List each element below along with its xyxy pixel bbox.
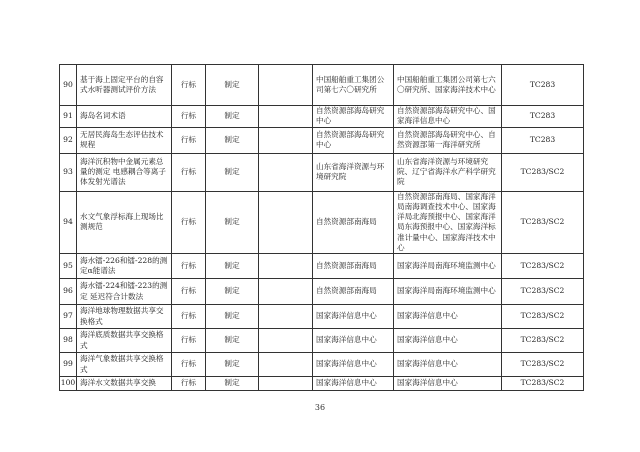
row-number: 96 [60, 279, 77, 305]
drafting-units: 国家海洋信息中心 [394, 305, 502, 329]
empty-cell [259, 153, 313, 191]
row-number: 90 [60, 65, 77, 106]
standard-name: 海洋底质数据共享交换格式 [77, 329, 172, 353]
standard-name: 海洋沉积物中金属元素总量的测定 电感耦合等离子体发射光谱法 [77, 153, 172, 191]
empty-cell [259, 305, 313, 329]
table-row [60, 191, 584, 254]
row-number: 100 [60, 377, 77, 391]
table-row [60, 127, 584, 153]
table-row [60, 353, 584, 377]
drafting-units: 自然资源部南海局、国家海洋局南海调查技术中心、国家海洋局北海预报中心、国家海洋局东海预报中心、国家海洋标准计量中心、国家海洋技术中心 [394, 191, 502, 254]
standard-name: 水文气象浮标海上现场比测规范 [77, 191, 172, 254]
lead-unit: 自然资源部南海局 [313, 254, 394, 279]
empty-cell [259, 254, 313, 279]
technical-committee: TC283/SC2 [502, 329, 584, 353]
empty-cell [259, 106, 313, 128]
standard-type: 行标 [172, 127, 206, 153]
lead-unit: 中国船舶重工集团公司第七六〇研究所 [313, 65, 394, 106]
row-number: 98 [60, 329, 77, 353]
drafting-units: 国家海洋局南海环境监测中心 [394, 254, 502, 279]
row-number: 91 [60, 106, 77, 128]
drafting-units: 自然资源部海岛研究中心、自然资源部第一海洋研究所 [394, 127, 502, 153]
standard-type: 行标 [172, 305, 206, 329]
drafting-units: 中国船舶重工集团公司第七六〇研究所、国家海洋技术中心 [394, 65, 502, 106]
row-number: 99 [60, 353, 77, 377]
technical-committee: TC283/SC2 [502, 153, 584, 191]
lead-unit: 国家海洋信息中心 [313, 329, 394, 353]
project-nature: 制定 [206, 191, 259, 254]
drafting-units: 国家海洋信息中心 [394, 377, 502, 391]
drafting-units: 自然资源部海岛研究中心、国家海洋信息中心 [394, 106, 502, 128]
technical-committee: TC283/SC2 [502, 353, 584, 377]
empty-cell [259, 191, 313, 254]
drafting-units: 国家海洋信息中心 [394, 329, 502, 353]
project-nature: 制定 [206, 127, 259, 153]
standard-name: 无居民海岛生态评估技术规程 [77, 127, 172, 153]
standard-type: 行标 [172, 106, 206, 128]
standard-type: 行标 [172, 279, 206, 305]
drafting-units: 山东省海洋资源与环境研究院、辽宁省海洋水产科学研究院 [394, 153, 502, 191]
row-number: 95 [60, 254, 77, 279]
row-number: 93 [60, 153, 77, 191]
lead-unit: 国家海洋信息中心 [313, 305, 394, 329]
standard-type: 行标 [172, 353, 206, 377]
technical-committee: TC283/SC2 [502, 305, 584, 329]
lead-unit: 自然资源部海岛研究中心 [313, 127, 394, 153]
lead-unit: 国家海洋信息中心 [313, 353, 394, 377]
empty-cell [259, 127, 313, 153]
standard-type: 行标 [172, 153, 206, 191]
standard-name: 海水镭-224和镭-223的测定 延迟符合计数法 [77, 279, 172, 305]
lead-unit: 自然资源部南海局 [313, 191, 394, 254]
table-row [60, 106, 584, 128]
project-nature: 制定 [206, 106, 259, 128]
row-number: 97 [60, 305, 77, 329]
lead-unit: 山东省海洋资源与环境研究院 [313, 153, 394, 191]
project-nature: 制定 [206, 329, 259, 353]
project-nature: 制定 [206, 153, 259, 191]
standard-type: 行标 [172, 191, 206, 254]
standard-name: 海岛名词术语 [77, 106, 172, 128]
project-nature: 制定 [206, 305, 259, 329]
project-nature: 制定 [206, 65, 259, 106]
standard-name: 海洋水文数据共享交换 [77, 377, 172, 391]
standards-table [59, 64, 584, 391]
standard-name: 基于海上固定平台的自容式水听器测试评价方法 [77, 65, 172, 106]
drafting-units: 国家海洋局南海环境监测中心 [394, 279, 502, 305]
standard-name: 海水镭-226和镭-228的测定α能谱法 [77, 254, 172, 279]
technical-committee: TC283 [502, 106, 584, 128]
project-nature: 制定 [206, 353, 259, 377]
technical-committee: TC283 [502, 65, 584, 106]
standard-type: 行标 [172, 254, 206, 279]
row-number: 92 [60, 127, 77, 153]
standard-name: 海洋地球物理数据共享交换格式 [77, 305, 172, 329]
standard-type: 行标 [172, 329, 206, 353]
empty-cell [259, 329, 313, 353]
project-nature: 制定 [206, 279, 259, 305]
lead-unit: 自然资源部南海局 [313, 279, 394, 305]
table-row [60, 279, 584, 305]
technical-committee: TC283/SC2 [502, 254, 584, 279]
project-nature: 制定 [206, 254, 259, 279]
empty-cell [259, 279, 313, 305]
technical-committee: TC283 [502, 127, 584, 153]
table-row [60, 329, 584, 353]
table-row [60, 153, 584, 191]
lead-unit: 自然资源部海岛研究中心 [313, 106, 394, 128]
technical-committee: TC283/SC2 [502, 377, 584, 391]
empty-cell [259, 353, 313, 377]
standards-table-container [59, 64, 583, 391]
technical-committee: TC283/SC2 [502, 279, 584, 305]
table-row [60, 65, 584, 106]
page-number: 36 [314, 403, 326, 412]
table-row [60, 254, 584, 279]
drafting-units: 国家海洋信息中心 [394, 353, 502, 377]
technical-committee: TC283/SC2 [502, 191, 584, 254]
empty-cell [259, 65, 313, 106]
standard-name: 海洋气象数据共享交换格式 [77, 353, 172, 377]
empty-cell [259, 377, 313, 391]
standard-type: 行标 [172, 377, 206, 391]
table-row [60, 377, 584, 391]
row-number: 94 [60, 191, 77, 254]
table-row [60, 305, 584, 329]
standard-type: 行标 [172, 65, 206, 106]
lead-unit: 国家海洋信息中心 [313, 377, 394, 391]
project-nature: 制定 [206, 377, 259, 391]
